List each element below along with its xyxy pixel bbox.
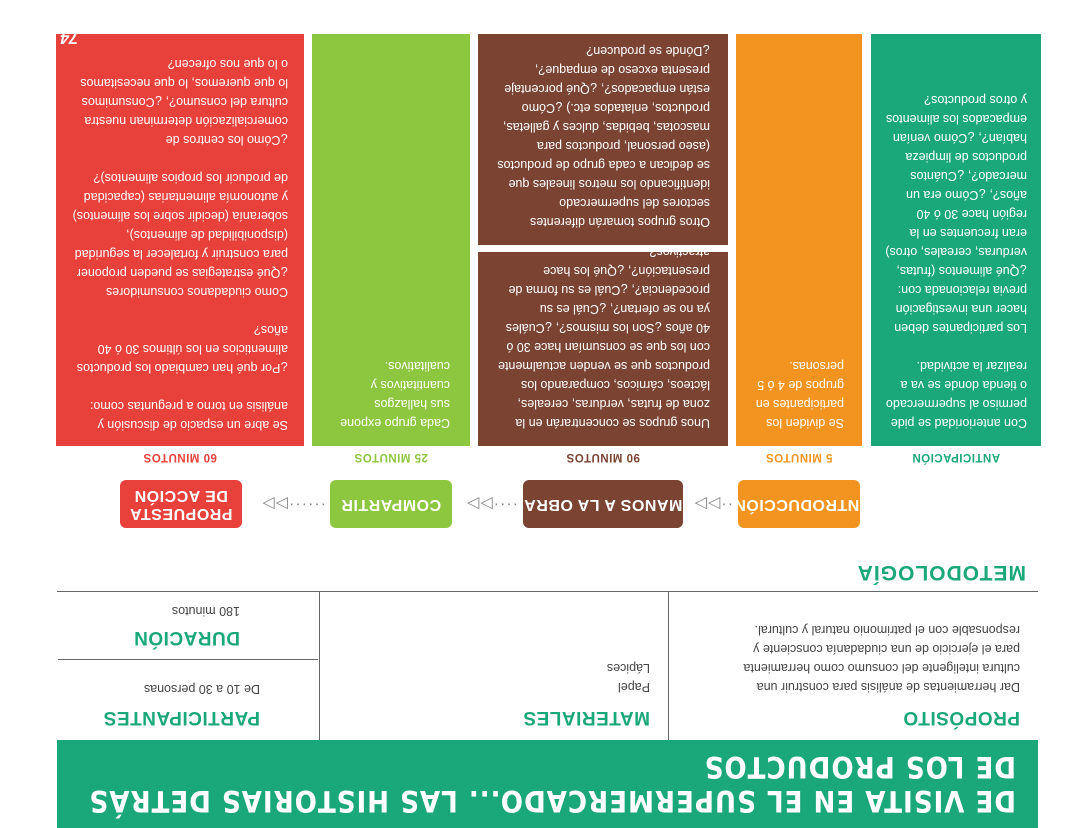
step-label: MANOS A LA OBRA xyxy=(523,496,683,513)
step-label: INTRODUCCIÓN xyxy=(733,496,865,513)
time-propuesta: 60 MINUTOS xyxy=(143,451,217,463)
step-compartir xyxy=(330,480,452,528)
time-manos: 90 MINUTOS xyxy=(566,451,640,463)
column-manos-1 xyxy=(478,245,728,446)
arrow-icon: ·· xyxy=(720,496,733,513)
step-propuesta-de-accion xyxy=(120,480,242,528)
time-anticipacion: ANTICIPACIÓN xyxy=(911,451,1001,463)
step-introduccion xyxy=(733,480,865,528)
propuesta-text-2: ¿Por qué han cambiado los productos alimenticios en los últimos 30 ó 40 años? xyxy=(76,323,288,375)
propuesta-text-1: Se abre un espacio de discusión y análisis en torno a preguntas como: xyxy=(89,399,288,432)
materiales-section xyxy=(350,658,650,728)
manos-text-2: Otros grupos tomarán diferentes sectores del supermercado identificando los metros lineales que se dedican a cada grupo de productos (aseo personal, productos para mascotas, bebidas, dulces y galletas, productos, enlatados etc.) ¿Cómo están empacados?, ¿Qué porcentaje presenta exceso de empaque?, ¿Dónde se producen? xyxy=(497,44,710,229)
divider xyxy=(319,592,320,740)
anticipacion-text-2: Los participantes deben hacer una investigación previa relacionada con: ¿Qué alimentos (frutas, verduras, cereales, otros) eran frecuentes en la región hace 30 ó 40 años?, ¿Cómo era un mercado?, ¿Cuántos productos de limpieza habían?, ¿Cómo venían empacados los alimentos y otros productos? xyxy=(885,93,1027,335)
divider xyxy=(668,592,669,740)
divider xyxy=(57,591,1038,592)
duracion-section xyxy=(60,601,240,648)
arrow-icon: ···· xyxy=(492,496,518,513)
column-manos-2 xyxy=(478,34,728,245)
participantes-section xyxy=(60,679,260,728)
propuesta-text-5: ¿Qué papel juegan los empaques en la comercialización de productos?, xyxy=(82,0,288,33)
arrow-icon: ▷▷ xyxy=(466,495,493,512)
materiales-heading: MATERIALES xyxy=(522,707,650,728)
step-label: COMPARTIR xyxy=(340,496,442,513)
step-label: PROPUESTA DE ACCIÓN xyxy=(129,487,233,522)
column-propuesta xyxy=(56,0,304,446)
page-number: 74 xyxy=(60,29,78,46)
duracion-text: 180 minutos xyxy=(171,604,240,618)
metodologia-heading: METODOLOGÍA xyxy=(856,561,1026,584)
propuesta-text-3: Como ciudadanos consumidores ¿Qué estrategias se pueden proponer para construir y fortalecer la seguridad (disponibilidad de alimentos), soberanía (decidir sobre los alimentos) y autonomía alimentarias (capacidad de producir los propios alimentos)? xyxy=(72,171,288,299)
step-arrow xyxy=(693,492,733,516)
title-bar xyxy=(57,740,1038,828)
arrow-icon: ······ xyxy=(288,496,326,513)
arrow-icon: ▷▷ xyxy=(693,495,721,512)
manos-text-1: Unos grupos se concentrarán en la zona de frutas, verduras, cereales, lácteos, cárnicos, comparando los productos que se venden actualmente con los que se consumían hace 30 ó 40 años ¿Son los mismos?, ¿Cuáles ya no se ofertan?, ¿Cuál es su procedencia?, ¿Cuál es su forma de presentación?, ¿Qué los hace atractivos? xyxy=(498,245,710,430)
proposito-section xyxy=(720,620,1020,728)
time-compartir: 25 MINUTOS xyxy=(354,451,428,463)
proposito-text: Dar herramientas de análisis para construir una cultura inteligente del consumo como herramienta para el ejercicio de una ciudadanía consciente y responsable con el patrimonio natural y cultural. xyxy=(743,623,1020,694)
duracion-heading: DURACIÓN xyxy=(133,627,240,648)
time-introduccion: 5 MINUTOS xyxy=(765,451,833,463)
step-arrow xyxy=(458,492,518,516)
divider xyxy=(58,659,318,660)
page-title: DE VISITA EN EL SUPERMERCADO... LAS HISTORIAS DETRÁS DE LOS PRODUCTOS xyxy=(88,750,1016,818)
materiales-item: Lápices xyxy=(606,661,650,675)
proposito-heading: PROPÓSITO xyxy=(902,707,1020,728)
arrow-icon: ▷▷ xyxy=(261,495,289,512)
propuesta-text-4: ¿Cómo los centros de comercialización determinan nuestra cultura del consumo?, ¿Consumimos lo que queremos, lo que necesitamos o lo que nos ofrecen? xyxy=(80,57,288,147)
compartir-text: Cada grupo expone sus hallazgos cuantitativos y cualitativos. xyxy=(340,359,450,430)
column-compartir xyxy=(312,34,470,446)
step-arrow xyxy=(246,492,326,516)
column-anticipacion xyxy=(871,34,1041,446)
materiales-item: Papel xyxy=(618,680,650,694)
anticipacion-text-1: Con anterioridad se pide permiso al supermercado o tienda donde se va a realizar la actividad. xyxy=(885,359,1027,430)
step-manos-a-la-obra xyxy=(523,480,683,528)
participantes-heading: PARTICIPANTES xyxy=(103,707,260,728)
introduccion-text: Se dividen los participantes en grupos de 4 ó 5 personas. xyxy=(755,359,844,430)
column-introduccion xyxy=(736,34,862,446)
participantes-text: De 10 a 30 personas xyxy=(143,682,260,696)
